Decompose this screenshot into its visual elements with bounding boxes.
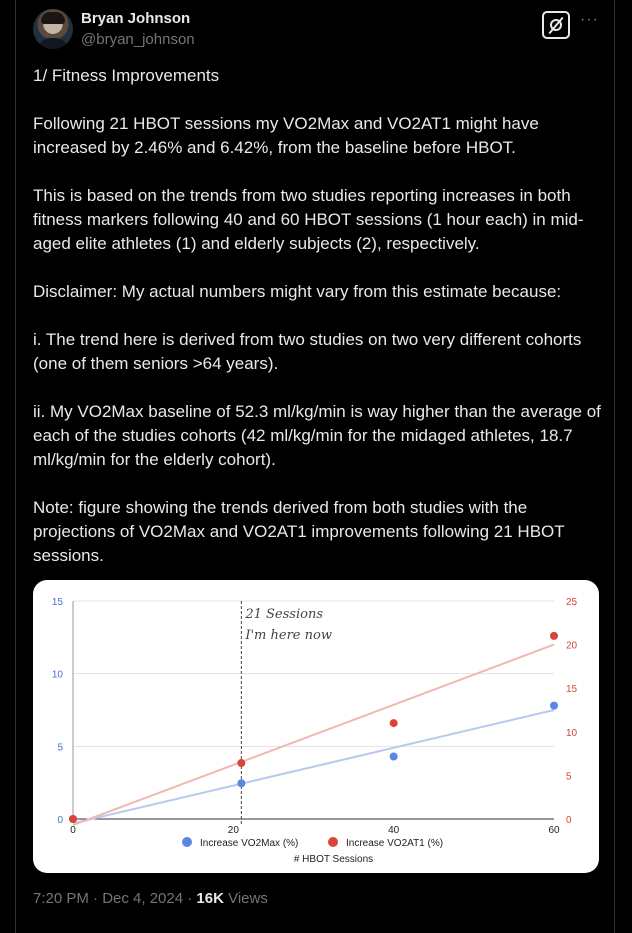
y-right-tick-label: 0 <box>566 815 572 826</box>
more-icon[interactable]: ··· <box>580 11 599 28</box>
author-handle[interactable]: @bryan_johnson <box>81 31 195 48</box>
y-right-tick-label: 15 <box>566 684 578 696</box>
views-label: Views <box>223 890 268 907</box>
paragraph: ii. My VO2Max baseline of 52.3 ml/kg/min is way higher than the average of each of the studies cohorts (42 ml/kg/min for the midaged athletes, 18.7 ml/kg/min for the elderly cohort). <box>33 402 601 469</box>
views-count: 16K <box>196 890 224 907</box>
data-point <box>390 719 398 727</box>
legend-marker <box>182 837 192 847</box>
data-point <box>550 702 558 710</box>
trendline <box>73 710 554 823</box>
y-right-tick-label: 5 <box>566 771 572 783</box>
author-name[interactable]: Bryan Johnson <box>81 10 191 27</box>
data-point <box>237 759 245 767</box>
y-right-tick-label: 25 <box>566 597 578 608</box>
y-right-tick-label: 10 <box>566 727 578 739</box>
data-point <box>69 815 77 823</box>
paragraph: Note: figure showing the trends derived from both studies with the projections of VO2Max and VO2AT1 improvements following 21 HBOT sessions. <box>33 498 565 565</box>
x-axis-title: # HBOT Sessions <box>293 854 374 865</box>
y-left-tick-label: 0 <box>57 815 63 826</box>
legend-label: Increase VO2Max (%) <box>200 838 299 849</box>
avatar-shirt <box>37 38 69 49</box>
avatar-hair <box>41 12 65 24</box>
annotation-text: I'm here now <box>245 628 332 643</box>
legend-marker <box>328 837 338 847</box>
tweet-text <box>33 64 601 568</box>
y-right-tick-label: 20 <box>566 640 578 652</box>
x-tick-label: 60 <box>548 825 560 836</box>
post-meta <box>33 890 268 907</box>
avatar[interactable] <box>33 9 73 49</box>
paragraph: 1/ Fitness Improvements <box>33 66 220 85</box>
x-tick-label: 0 <box>70 825 76 836</box>
paragraph: Disclaimer: My actual numbers might vary from this estimate because: <box>33 282 562 301</box>
grok-icon[interactable] <box>542 11 570 39</box>
paragraph: This is based on the trends from two studies reporting increases in both fitness markers following 40 and 60 HBOT sessions (1 hour each) in mid-aged elite athletes (1) and elderly subjects (2), respectively. <box>33 186 584 253</box>
y-left-tick-label: 15 <box>51 597 63 608</box>
trendline <box>73 645 554 826</box>
chart-card[interactable] <box>33 580 599 873</box>
data-point <box>390 753 398 761</box>
legend-label: Increase VO2AT1 (%) <box>346 838 444 849</box>
annotation-text: 21 Sessions <box>245 607 324 622</box>
y-left-tick-label: 10 <box>51 669 63 681</box>
data-point <box>237 779 245 787</box>
x-tick-label: 20 <box>227 825 239 836</box>
paragraph: Following 21 HBOT sessions my VO2Max and VO2AT1 might have increased by 2.46% and 6.42%, from the baseline before HBOT. <box>33 114 539 157</box>
x-tick-label: 40 <box>388 825 400 836</box>
y-left-tick-label: 5 <box>57 742 63 754</box>
chart <box>33 580 599 873</box>
data-point <box>550 632 558 640</box>
post-timestamp[interactable]: 7:20 PM · Dec 4, 2024 · <box>33 890 197 907</box>
paragraph: i. The trend here is derived from two studies on two very different cohorts (one of them seniors >64 years). <box>33 330 582 373</box>
